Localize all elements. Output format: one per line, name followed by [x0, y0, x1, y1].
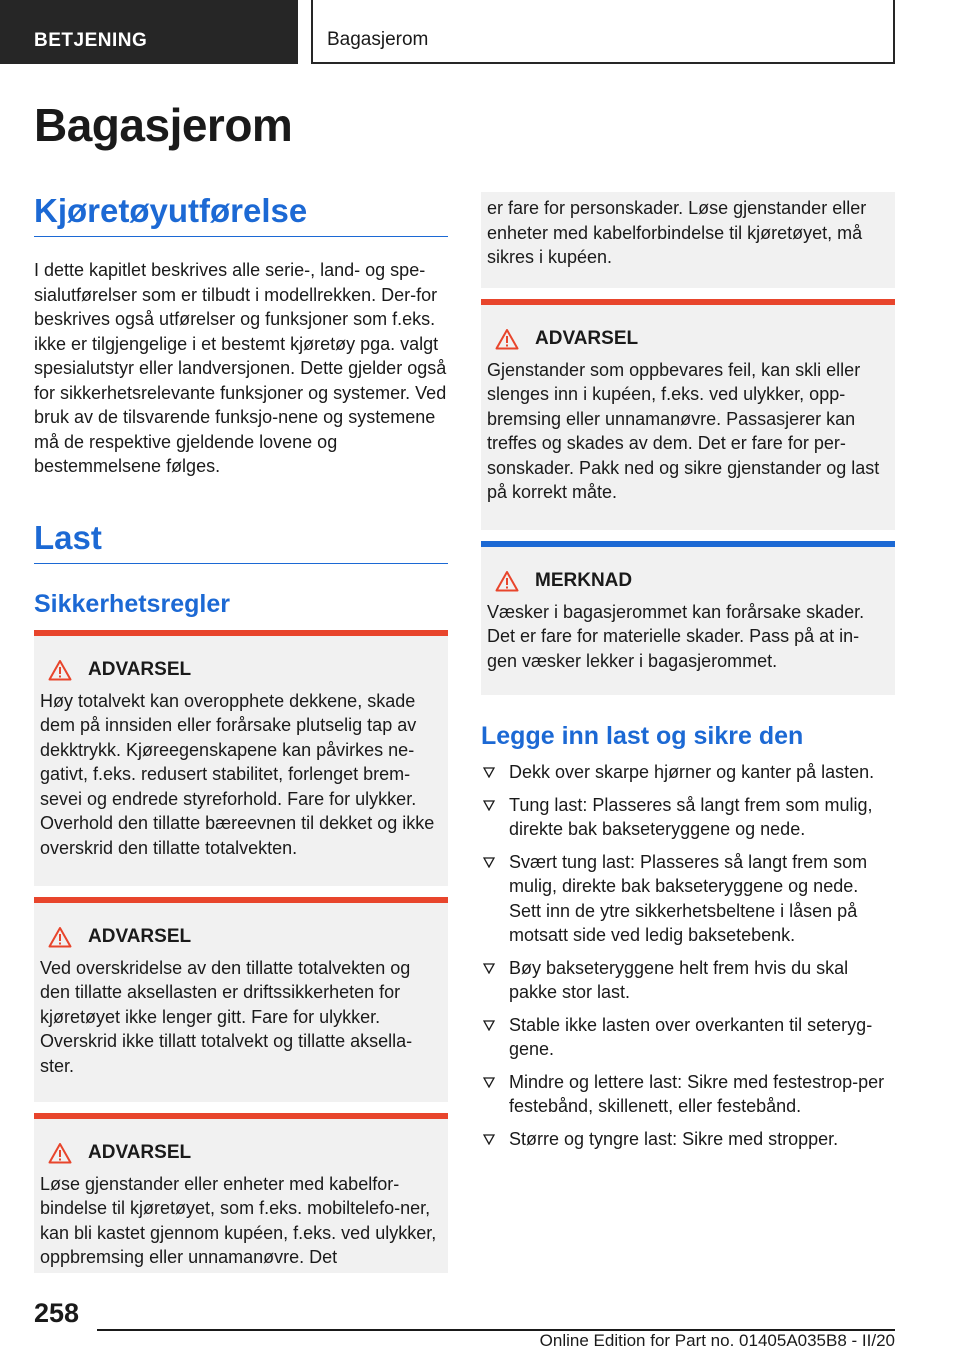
- triangle-bullet-icon: [483, 767, 495, 778]
- list-item: [481, 956, 895, 1005]
- warning-box-1: [34, 630, 448, 886]
- warning-box-continued: [481, 192, 895, 288]
- list-item-text: Svært tung last: Plasseres så langt frem som mulig, direkte bak bakseteryggene og nede. Sett inn de ytre sikkerhetsbeltene i låsen på motsatt side ved ledig baksetebenk.: [509, 851, 868, 945]
- warning-text: Høy totalvekt kan overopphete dekkene, skade dem på innsiden eller forårsake plutselig tap av dekktrykk. Kjøreegenskapene kan påvirkes ne-gativt, f.eks. redusert stabilitet, forlenget brem-sevei og endrede styreforhold. Fare for ulykker. Overhold den tillatte bæreevnen til dekket og ikke overskrid den tillatte totalvekten.: [40, 690, 435, 858]
- edition-text: Online Edition for Part no. 01405A035B8 - II/20: [539, 1331, 895, 1350]
- warning-triangle-icon: [495, 328, 519, 350]
- chapter-label: Bagasjerom: [327, 29, 429, 50]
- list-item: [481, 1127, 895, 1152]
- heading-vehicle-version: Kjøretøyutførelse: [34, 192, 448, 237]
- heading-load: Last: [34, 519, 448, 564]
- note-text: Væsker i bagasjerommet kan forårsake skader. Det er fare for materielle skader. Pass på at in-gen væsker lekker i bagasjerommet.: [487, 601, 865, 671]
- list-item-text: Dekk over skarpe hjørner og kanter på lasten.: [509, 762, 875, 782]
- vehicle-version-text: I dette kapitlet beskrives alle serie-, land- og spe-sialutførelser som er tilbudt i modellrekken. Der-for beskrives også utførelser og funksjoner som f.eks. ikke er tilgjengelige i et bestemt kjøretøy pga. valgt spesialutstyr eller landversjonen. Dette gjelder også for sikkerhetsrelevante funksjoner og systemer. Ved bruk av de tilsvarende funksjo-nene og systemene må de respektive gjeldende lovene og bestemmelsene følges.: [34, 260, 447, 476]
- warning-header: [48, 925, 438, 950]
- note-label: MERKNAD: [535, 570, 633, 591]
- warning-header: [48, 1141, 438, 1166]
- section-label: BETJENING: [34, 30, 148, 51]
- list-item-text: Tung last: Plasseres så langt frem som mulig, direkte bak bakseteryggene og nede.: [509, 794, 873, 839]
- list-item-text: Mindre og lettere last: Sikre med festestrop-per festebånd, skillenett, eller festebånd.: [509, 1071, 885, 1116]
- warning-label: ADVARSEL: [535, 328, 639, 349]
- triangle-bullet-icon: [483, 1020, 495, 1031]
- heading-safety-rules: Sikkerhetsregler: [34, 590, 230, 618]
- warning-triangle-icon: [48, 926, 72, 948]
- warning-box-4: [481, 299, 895, 530]
- list-item-text: Større og tyngre last: Sikre med stropper.: [509, 1128, 839, 1149]
- chapter-box: [311, 0, 895, 64]
- triangle-bullet-icon: [483, 963, 495, 974]
- note-box: [481, 541, 895, 695]
- warning-text: Ved overskridelse av den tillatte totalvekten og den tillatte aksellasten er driftssikkerheten for kjøretøyet ikke lenger gitt. Fare for ulykker. Overskrid ikke tillatt totalvekt og tillatte aksella-ster.: [40, 957, 413, 1076]
- list-item: [481, 793, 895, 842]
- warning-label: ADVARSEL: [88, 659, 192, 680]
- triangle-bullet-icon: [483, 800, 495, 811]
- warning-triangle-icon: [48, 659, 72, 681]
- triangle-bullet-icon: [483, 1077, 495, 1088]
- warning-header: [48, 658, 438, 683]
- list-item: [481, 850, 895, 948]
- list-item: [481, 1013, 895, 1062]
- warning-label: ADVARSEL: [88, 926, 192, 947]
- warning-triangle-icon: [48, 1142, 72, 1164]
- list-item: [481, 760, 895, 785]
- page-title: Bagasjerom: [34, 99, 293, 151]
- list-item-text: Stable ikke lasten over overkanten til seteryg-gene.: [509, 1014, 873, 1059]
- warning-triangle-icon: [495, 570, 519, 592]
- list-item: [481, 1070, 895, 1119]
- triangle-bullet-icon: [483, 857, 495, 868]
- warning-label: ADVARSEL: [88, 1142, 192, 1163]
- list-item-text: Bøy bakseteryggene helt frem hvis du skal pakke stor last.: [509, 957, 849, 1002]
- warning-text: Gjenstander som oppbevares feil, kan skli eller slenges inn i kupéen, f.eks. ved ulykker, opp-bremsing eller unnamanøvre. Passasjerer kan treffes og skades av dem. Det er fare for per-sonskader. Pakk ned og sikre gjenstander og last på korrekt måte.: [487, 359, 880, 502]
- stow-list: [481, 760, 895, 1159]
- warning-continued-text: er fare for personskader. Løse gjenstander eller enheter med kabelforbindelse til kjøretøyet, må sikres i kupéen.: [487, 198, 867, 267]
- warning-text: Løse gjenstander eller enheter med kabelfor-bindelse til kjøretøyet, som f.eks. mobiltelefo-ner, kan bli kastet gjennom kupéen, f.eks. ved ulykker, oppbremsing eller unnamanøvre. Det: [40, 1173, 437, 1267]
- warning-header: [495, 327, 885, 352]
- triangle-bullet-icon: [483, 1134, 495, 1145]
- warning-box-2: [34, 897, 448, 1102]
- page-number: 258: [34, 1298, 80, 1328]
- note-header: [495, 569, 885, 594]
- heading-stow-and-secure: Legge inn last og sikre den: [481, 722, 804, 750]
- section-tab: [0, 0, 298, 64]
- warning-box-3: [34, 1113, 448, 1273]
